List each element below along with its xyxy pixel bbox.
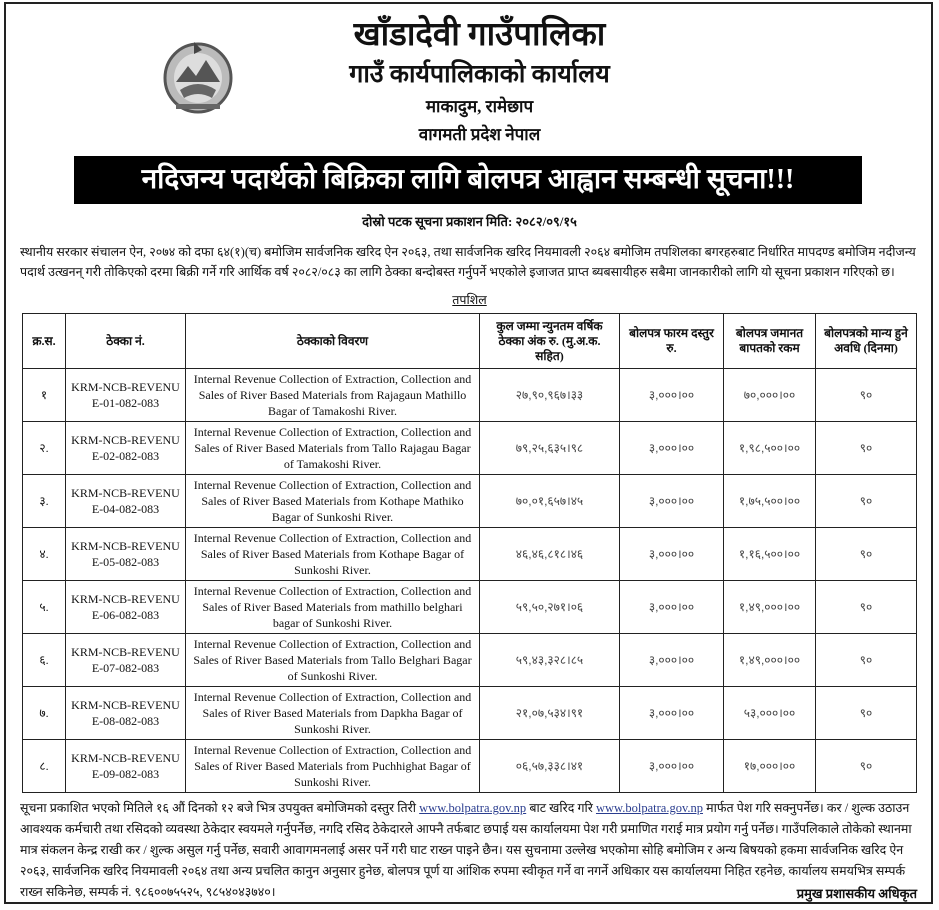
contract-no-cell: KRM-NCB-REVENUE-09-082-083: [66, 740, 186, 793]
serial-cell: ७.: [23, 687, 66, 740]
validity-cell: ९०: [816, 634, 917, 687]
validity-cell: ९०: [816, 740, 917, 793]
amount-cell: ७०,०१,६५७।४५: [480, 475, 620, 528]
amount-cell: ४६,४६,८१८।४६: [480, 528, 620, 581]
serial-cell: १: [23, 369, 66, 422]
description-cell: Internal Revenue Collection of Extraction, Collection and Sales of River Based Materials from Tallo Rajagau Bagar of Tamakoshi River.: [186, 422, 480, 475]
serial-cell: ५.: [23, 581, 66, 634]
form-fee-cell: ३,०००।००: [620, 369, 724, 422]
serial-cell: ३.: [23, 475, 66, 528]
description-cell: Internal Revenue Collection of Extraction, Collection and Sales of River Based Materials from Rajagaun Mathillo Bagar of Tamakoshi River.: [186, 369, 480, 422]
security-cell: १,४९,०००।००: [724, 581, 816, 634]
notice-banner: नदिजन्य पदार्थको बिक्रिका लागि बोलपत्र आह्वान सम्बन्धी सूचना!!!: [74, 156, 862, 204]
table-row: [23, 475, 917, 528]
header-security: बोलपत्र जमानत बापतको रकम: [724, 314, 816, 369]
description-cell: Internal Revenue Collection of Extraction, Collection and Sales of River Based Materials from Tallo Belghari Bagar of Sunkoshi River.: [186, 634, 480, 687]
amount-cell: ०६,५७,३३८।४१: [480, 740, 620, 793]
amount-cell: ७९,२५,६३५।९८: [480, 422, 620, 475]
form-fee-cell: ३,०००।००: [620, 422, 724, 475]
serial-cell: ६.: [23, 634, 66, 687]
validity-cell: ९०: [816, 422, 917, 475]
validity-cell: ९०: [816, 581, 917, 634]
form-fee-cell: ३,०००।००: [620, 528, 724, 581]
table-header-row: [23, 314, 917, 369]
security-cell: ५३,०००।००: [724, 687, 816, 740]
security-cell: १,७५,५००।००: [724, 475, 816, 528]
header-validity: बोलपत्रको मान्य हुने अवधि (दिनमा): [816, 314, 917, 369]
serial-cell: ४.: [23, 528, 66, 581]
table-row: [23, 687, 917, 740]
description-cell: Internal Revenue Collection of Extraction, Collection and Sales of River Based Materials from Dapkha Bagar of Sunkoshi River.: [186, 687, 480, 740]
contract-no-cell: KRM-NCB-REVENUE-02-082-083: [66, 422, 186, 475]
form-fee-cell: ३,०००।००: [620, 687, 724, 740]
validity-cell: ९०: [816, 369, 917, 422]
serial-cell: ८.: [23, 740, 66, 793]
bolpatra-link-2[interactable]: www.bolpatra.gov.np: [595, 801, 704, 815]
contract-no-cell: KRM-NCB-REVENUE-07-082-083: [66, 634, 186, 687]
office-subtitle: गाउँ कार्यपालिकाको कार्यालय: [349, 61, 610, 88]
header-description: ठेक्काको विवरण: [186, 314, 480, 369]
contract-no-cell: KRM-NCB-REVENUE-04-082-083: [66, 475, 186, 528]
publication-date: दोस्रो पटक सूचना प्रकाशन मिति: २०८२/०९/१५: [362, 214, 577, 229]
amount-cell: २१,०७,५३४।९१: [480, 687, 620, 740]
form-fee-cell: ३,०००।००: [620, 475, 724, 528]
validity-cell: ९०: [816, 687, 917, 740]
description-cell: Internal Revenue Collection of Extraction, Collection and Sales of River Based Materials from Puchhighat Bagar of Sunkoshi River.: [186, 740, 480, 793]
footer-text-1: सूचना प्रकाशित भएको मितिले १६ औं दिनको १२ बजे भित्र उपयुक्त बमोजिमको दस्तुर तिरी: [20, 801, 417, 815]
footer-text-2: बाट खरिद गरि: [529, 801, 593, 815]
intro-paragraph: स्थानीय सरकार संचालन ऐन, २०७४ को दफा ६४(१)(च) बमोजिम सार्वजनिक खरिद ऐन २०६३, तथा सार्वजनिक खरिद नियमावली २०६४ बमोजिम तपशिलका बगरहरुबाट निर्धारित मापदण्ड बमोजिम नदीजन्य पदार्थ उत्खनन् गरी तोकिएको दरमा बिक्री गर्ने गरि आर्थिक वर्ष २०८२/०८३ का लागि ठेक्का बन्दोबस्त गर्नुपर्ने भएकोले इजाजत प्राप्त ब्यबसायीहरु सबैमा जानकारीको लागि यो सूचना प्रकाशन गरिएको छ।: [20, 245, 916, 279]
bolpatra-link-1[interactable]: www.bolpatra.gov.np: [419, 801, 527, 815]
description-cell: Internal Revenue Collection of Extraction, Collection and Sales of River Based Materials from Kothape Bagar of Sunkoshi River.: [186, 528, 480, 581]
table-row: [23, 528, 917, 581]
contract-no-cell: KRM-NCB-REVENUE-01-082-083: [66, 369, 186, 422]
province: वागमती प्रदेश नेपाल: [418, 125, 541, 144]
schedule-label: तपशिल: [452, 293, 487, 307]
amount-cell: ५९,५०,२७१।०६: [480, 581, 620, 634]
municipality-title: खाँडादेवी गाउँपालिका: [353, 17, 606, 53]
signature: प्रमुख प्रशासकीय अधिकृत: [796, 886, 917, 901]
security-cell: १,४९,०००।००: [724, 634, 816, 687]
description-cell: Internal Revenue Collection of Extraction, Collection and Sales of River Based Materials from Kothape Mathiko Bagar of Sunkoshi River.: [186, 475, 480, 528]
security-cell: १,१६,५००।००: [724, 528, 816, 581]
serial-cell: २.: [23, 422, 66, 475]
amount-cell: २७,९०,९६७।३३: [480, 369, 620, 422]
footer-text-3: मार्फत पेश गरि सक्नुपर्नेछ। कर / शुल्क उठाउन आवश्यक कर्मचारी तथा रसिदको व्यवस्था ठेकेदार स्वयमले गर्नुपर्नेछ, नगदि रसिद ठेकेदारले आफ्नै तर्फबाट छपाई यस कार्यालयमा पेश गरी प्रमाणित गराई मात्र प्रयोग गर्नु पर्नेछ। गाउँपलिकाले तोकेको स्थानमा मात्र संकलन केन्द्र राखी कर / शुल्क असुल गर्नु पर्नेछ, सवारी आवागमनलाई असर पर्ने गरी घाट राख्न पाइने छैन। यस सुचनामा उल्लेख भएकोमा सोहि बमोजिम र अन्य बिषयको हकमा सार्वजनिक खरिद ऐन २०६३, सार्वजनिक खरिद नियमावली २०६४ तथा अन्य प्रचलित कानुन अनुसार हुनेछ, बोलपत्र पूर्ण या आंशिक रुपमा स्वीकृत गर्ने वा नगर्ने अधिकार यस कार्यालयमा निहित रहनेछ, कार्यालय समयभित्र सम्पर्क राख्न सकिनेछ, सम्पर्क नं. ९८६००७५५२५, ९८५४०४३७४०।: [20, 801, 912, 899]
table-row: [23, 369, 917, 422]
validity-cell: ९०: [816, 475, 917, 528]
header-form-fee: बोलपत्र फारम दस्तुर रु.: [620, 314, 724, 369]
amount-cell: ५९,४३,३२८।८५: [480, 634, 620, 687]
contract-no-cell: KRM-NCB-REVENUE-05-082-083: [66, 528, 186, 581]
form-fee-cell: ३,०००।००: [620, 581, 724, 634]
table-row: [23, 740, 917, 793]
validity-cell: ९०: [816, 528, 917, 581]
footer-paragraph: [20, 798, 925, 903]
header-contract-no: ठेक्का नं.: [66, 314, 186, 369]
table-row: [23, 634, 917, 687]
security-cell: १७,०००।००: [724, 740, 816, 793]
form-fee-cell: ३,०००।००: [620, 634, 724, 687]
contract-no-cell: KRM-NCB-REVENUE-06-082-083: [66, 581, 186, 634]
contracts-table: [22, 313, 917, 793]
table-row: [23, 581, 917, 634]
table-row: [23, 422, 917, 475]
description-cell: Internal Revenue Collection of Extraction, Collection and Sales of River Based Materials from mathillo belghari bagar of Sunkoshi River.: [186, 581, 480, 634]
security-cell: १,९८,५००।००: [724, 422, 816, 475]
security-cell: ७०,०००।००: [724, 369, 816, 422]
address: माकादुम, रामेछाप: [425, 97, 534, 116]
header-amount: कुल जम्मा न्युनतम वर्षिक ठेक्का अंक रु. (मु.अ.क. सहित): [480, 314, 620, 369]
contract-no-cell: KRM-NCB-REVENUE-08-082-083: [66, 687, 186, 740]
header-sn: क्र.स.: [23, 314, 66, 369]
form-fee-cell: ३,०००।००: [620, 740, 724, 793]
